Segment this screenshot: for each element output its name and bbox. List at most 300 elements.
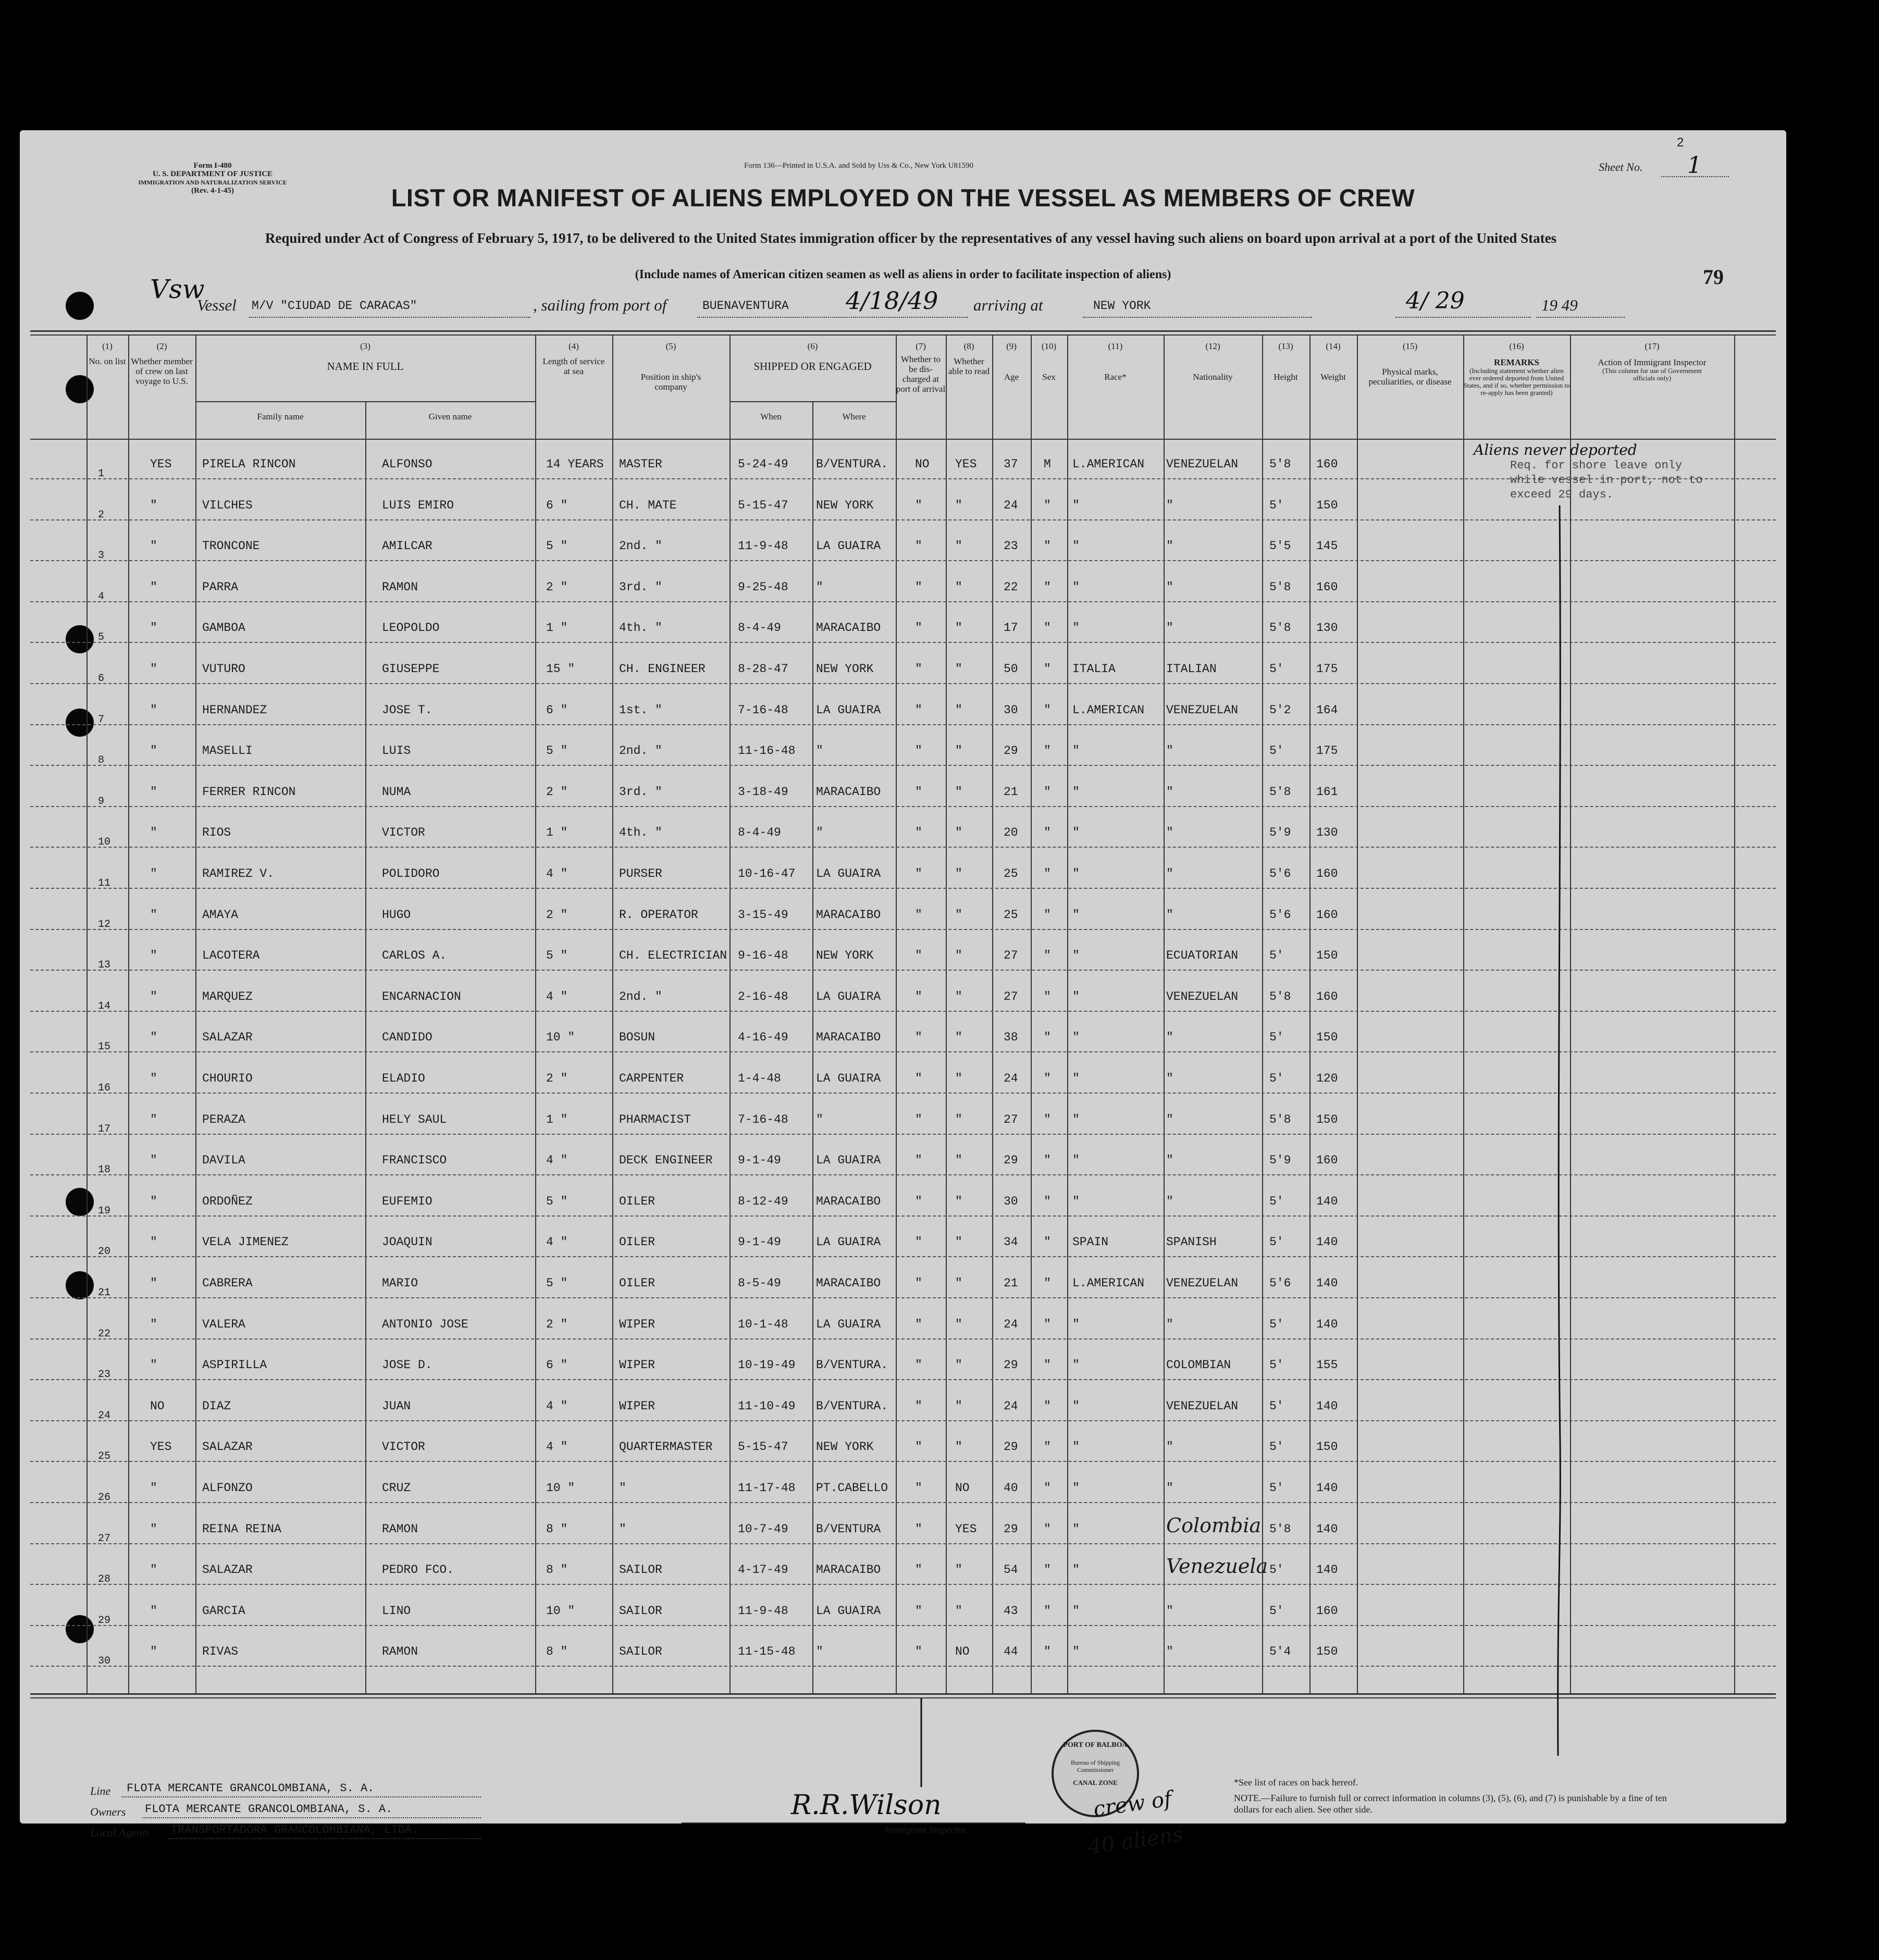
weight: 130 [1316,621,1338,635]
member-last-voyage: " [150,1235,157,1249]
owners-label: Owners [90,1805,126,1818]
punch-hole-7 [66,1615,94,1643]
row-divider [30,1502,1776,1503]
able-to-read: " [955,908,962,922]
row-number: 8 [98,754,105,766]
row-number: 4 [98,591,105,603]
length-of-service: 4 " [546,990,568,1003]
shipped-where: B/VENTURA. [816,1399,888,1413]
nationality: " [1166,785,1173,799]
sex: " [1044,1481,1051,1495]
page-mark: 2 [1677,135,1684,150]
sex: " [1044,744,1051,758]
col4-title: Length of service at sea [542,356,605,376]
given-name: LUIS EMIRO [382,499,454,512]
discharged-flag: " [915,1153,922,1167]
member-last-voyage: " [150,785,157,799]
shipped-where: LA GUAIRA [816,867,881,880]
given-name: FRANCISCO [382,1153,447,1167]
member-last-voyage: " [150,826,157,839]
vessel-label: Vessel [197,296,237,314]
row-divider [30,1584,1776,1585]
shipped-where: MARACAIBO [816,908,881,922]
discharged-flag: " [915,744,922,758]
height: 5'4 [1269,1645,1291,1658]
discharged-flag: " [915,662,922,676]
col8-header [946,341,992,376]
col-divider [86,334,88,1694]
col6-number: (6) [807,341,818,351]
member-last-voyage: YES [150,457,172,471]
col-divider [1262,334,1263,1694]
height: 5'2 [1269,703,1291,717]
able-to-read: " [955,990,962,1003]
race: " [1072,1153,1080,1167]
length-of-service: 6 " [546,703,568,717]
row-divider [30,1093,1776,1094]
discharged-flag: " [915,1604,922,1618]
family-name: DIAZ [202,1399,231,1413]
age: 22 [1004,580,1018,594]
col3-number: (3) [360,341,370,351]
col17-number: (17) [1645,341,1660,351]
arrive-date: 4/ 29 [1406,288,1465,314]
given-name: CARLOS A. [382,949,447,962]
page-title: LIST OR MANIFEST OF ALIENS EMPLOYED ON THE VESSEL AS MEMBERS OF CREW [391,184,1415,212]
height: 5' [1269,1604,1284,1618]
sheet-number-label: Sheet No. [1599,160,1643,173]
able-to-read: NO [955,1645,970,1658]
row-number: 14 [98,1000,111,1012]
position: 2nd. " [619,539,662,553]
sail-date: 4/18/49 [846,287,938,315]
punch-hole-3 [66,625,94,653]
discharged-flag: " [915,949,922,962]
discharged-flag: " [915,1440,922,1454]
given-name: CRUZ [382,1481,411,1495]
row-divider [30,560,1776,561]
length-of-service: 4 " [546,1440,568,1454]
age: 37 [1004,457,1018,471]
col-divider [1570,334,1571,1694]
height: 5' [1269,1195,1284,1208]
length-of-service: 6 " [546,1358,568,1372]
family-name: HERNANDEZ [202,703,267,717]
sex: " [1044,826,1051,839]
age: 24 [1004,1399,1018,1413]
weight: 150 [1316,499,1338,512]
member-last-voyage: " [150,1153,157,1167]
sex: " [1044,1153,1051,1167]
row-number: 3 [98,550,105,562]
length-of-service: 1 " [546,826,568,839]
age: 50 [1004,662,1018,676]
member-last-voyage: " [150,1276,157,1290]
length-of-service: 4 " [546,1399,568,1413]
nationality: " [1166,1440,1173,1454]
discharged-flag: " [915,1031,922,1044]
discharged-flag: " [915,539,922,553]
able-to-read: " [955,1399,962,1413]
age: 30 [1004,1195,1018,1208]
row-number: 12 [98,919,111,931]
race: " [1072,580,1080,594]
row-number: 16 [98,1082,111,1094]
row-divider [30,1666,1776,1667]
member-last-voyage: " [150,1563,157,1577]
row-divider [30,1543,1776,1544]
row-divider [30,1461,1776,1462]
col-divider [535,334,536,1694]
length-of-service: 2 " [546,1072,568,1085]
shipped-when: 5-15-47 [738,1440,788,1454]
row-divider [30,1215,1776,1217]
family-name: RAMIREZ V. [202,867,275,880]
family-name: GARCIA [202,1604,245,1618]
nationality: SPANISH [1166,1235,1217,1249]
shipped-when: 11-9-48 [738,539,788,553]
nationality: " [1166,1153,1173,1167]
col14-title: Weight [1320,372,1346,382]
sex: " [1044,785,1051,799]
table-top-rule [30,330,1776,332]
family-name: MARQUEZ [202,990,253,1003]
family-name: PARRA [202,580,239,594]
race: " [1072,621,1080,635]
col16-header [1463,341,1570,396]
height: 5' [1269,1031,1284,1044]
nationality: " [1166,580,1173,594]
position: OILER [619,1276,656,1290]
agents-value: TRANSPORTADORA GRANCOLOMBIANA, LTDA. [171,1823,419,1837]
row-number: 21 [98,1287,111,1299]
weight: 160 [1316,580,1338,594]
weight: 161 [1316,785,1338,799]
sex: " [1044,1645,1051,1658]
able-to-read: " [955,539,962,553]
row-divider [30,1134,1776,1135]
length-of-service: 8 " [546,1522,568,1536]
position: 1st. " [619,703,662,717]
race: " [1072,1113,1080,1126]
age: 29 [1004,1153,1018,1167]
nationality: " [1166,621,1173,635]
family-name: LACOTERA [202,949,260,962]
shipped-where: MARACAIBO [816,1563,881,1577]
height: 5'6 [1269,1276,1291,1290]
discharged-flag: " [915,1113,922,1126]
age: 40 [1004,1481,1018,1495]
col17-subtitle: (This column for use of Government officials only) [1602,367,1702,382]
race: " [1072,499,1080,512]
height: 5' [1269,1399,1284,1413]
able-to-read: " [955,1604,962,1618]
height: 5' [1269,1358,1284,1372]
member-last-voyage: " [150,1358,157,1372]
line-value: FLOTA MERCANTE GRANCOLOMBIANA, S. A. [127,1782,375,1795]
family-name: VALERA [202,1318,245,1331]
shipped-where: MARACAIBO [816,621,881,635]
col13-number: (13) [1278,341,1293,351]
member-last-voyage: " [150,499,157,512]
nationality: " [1166,499,1173,512]
port-to: NEW YORK [1093,299,1151,313]
row-number: 25 [98,1450,111,1462]
age: 44 [1004,1645,1018,1658]
col1-number: (1) [102,341,113,351]
shipped-when: 1-4-48 [738,1072,781,1085]
given-name: HUGO [382,908,411,922]
shipped-when: 10-7-49 [738,1522,788,1536]
able-to-read: " [955,1153,962,1167]
shipped-where: NEW YORK [816,499,874,512]
col17-header [1570,341,1734,382]
given-name: JOSE T. [382,703,432,717]
weight: 140 [1316,1563,1338,1577]
length-of-service: 1 " [546,1113,568,1126]
vessel-name: M/V "CIUDAD DE CARACAS" [252,299,417,313]
given-name: LEOPOLDO [382,621,440,635]
discharged-flag: " [915,867,922,880]
row-number: 27 [98,1533,111,1545]
shipped-when: 7-16-48 [738,1113,788,1126]
arrive-date-underline [1395,317,1531,318]
agents-label: Local Agents [90,1826,151,1839]
col3-title: NAME IN FULL [327,360,404,373]
height: 5'8 [1269,1113,1291,1126]
row-divider [30,683,1776,684]
family-name: REINA REINA [202,1522,281,1536]
race: L.AMERICAN [1072,1276,1145,1290]
agency-service: IMMIGRATION AND NATURALIZATION SERVICE [138,179,287,186]
height: 5'9 [1269,826,1291,839]
shipped-when: 5-15-47 [738,499,788,512]
able-to-read: " [955,1440,962,1454]
family-name: VILCHES [202,499,253,512]
position: 3rd. " [619,785,662,799]
row-number: 11 [98,877,111,889]
punch-hole-1 [66,292,94,320]
stamp-number: 79 [1703,265,1724,289]
row-number: 23 [98,1369,111,1381]
position: 4th. " [619,826,662,839]
printer-line: Form 136—Printed in U.S.A. and Sold by Uss & Co., New York U81590 [744,162,974,170]
races-note: *See list of races on back hereof. [1234,1777,1358,1788]
col5-header [612,341,730,392]
form-number: Form I-480 [193,162,232,170]
discharged-flag: " [915,908,922,922]
length-of-service: 6 " [546,499,568,512]
race: " [1072,1318,1080,1331]
family-name: PIRELA RINCON [202,457,296,471]
shipped-where: LA GUAIRA [816,990,881,1003]
member-last-voyage: " [150,703,157,717]
nationality: " [1166,1645,1173,1658]
shipped-when: 8-28-47 [738,662,788,676]
row-divider [30,806,1776,807]
able-to-read: " [955,1031,962,1044]
sex: " [1044,1235,1051,1249]
height: 5' [1269,499,1284,512]
race: " [1072,539,1080,553]
row-number: 29 [98,1615,111,1627]
able-to-read: YES [955,457,977,471]
position: DECK ENGINEER [619,1153,713,1167]
col5-title: Position in ship's company [640,372,701,392]
shipped-when: 10-1-48 [738,1318,788,1331]
age: 27 [1004,1113,1018,1126]
col12-header [1164,341,1262,382]
able-to-read: " [955,1318,962,1331]
shipped-where: LA GUAIRA [816,1153,881,1167]
length-of-service: 10 " [546,1604,575,1618]
family-name: SALAZAR [202,1563,253,1577]
member-last-voyage: " [150,1522,157,1536]
position: 3rd. " [619,580,662,594]
race: " [1072,1358,1080,1372]
given-name: POLIDORO [382,867,440,880]
discharged-flag: " [915,1358,922,1372]
col16-number: (16) [1509,341,1524,351]
given-name: JUAN [382,1399,411,1413]
row-divider [30,1174,1776,1175]
able-to-read: " [955,826,962,839]
shipped-when: 4-16-49 [738,1031,788,1044]
given-name: JOSE D. [382,1358,432,1372]
col-divider [1309,334,1311,1694]
member-last-voyage: " [150,744,157,758]
height: 5' [1269,1318,1284,1331]
row-divider [30,1256,1776,1257]
stamp-zone: CANAL ZONE [1073,1779,1118,1787]
col-divider [1067,334,1068,1694]
given-name: CANDIDO [382,1031,432,1044]
length-of-service: 8 " [546,1563,568,1577]
given-name: ELADIO [382,1072,425,1085]
length-of-service: 14 YEARS [546,457,604,471]
col16-title: REMARKS [1494,357,1539,367]
nationality: " [1166,1031,1173,1044]
nationality: VENEZUELAN [1166,1399,1239,1413]
remarks-ditto-line [1552,505,1567,1761]
shipped-when: 11-10-49 [738,1399,796,1413]
height: 5'8 [1269,785,1291,799]
given-name: VICTOR [382,826,425,839]
col2-number: (2) [156,341,167,351]
when-header: When [760,412,782,421]
year: 19 49 [1541,296,1578,314]
row-divider [30,1297,1776,1298]
port-to-underline [1083,317,1312,318]
row-divider [30,929,1776,930]
col15-header [1357,341,1463,387]
shipped-when: 8-12-49 [738,1195,788,1208]
able-to-read: " [955,949,962,962]
weight: 130 [1316,826,1338,839]
age: 43 [1004,1604,1018,1618]
weight: 160 [1316,1604,1338,1618]
race: L.AMERICAN [1072,457,1145,471]
shipped-when: 4-17-49 [738,1563,788,1577]
race: " [1072,1522,1080,1536]
length-of-service: 1 " [546,621,568,635]
shipped-where: NEW YORK [816,662,874,676]
race: L.AMERICAN [1072,703,1145,717]
given-name: LINO [382,1604,411,1618]
able-to-read: YES [955,1522,977,1536]
col1-title: No. on list [89,356,126,366]
age: 29 [1004,744,1018,758]
discharged-flag: NO [915,457,930,471]
given-name: ALFONSO [382,457,432,471]
given-name: ANTONIO JOSE [382,1318,468,1331]
weight: 140 [1316,1318,1338,1331]
family-name: CABRERA [202,1276,253,1290]
height: 5' [1269,662,1284,676]
length-of-service: 5 " [546,1195,568,1208]
manifest-sheet [20,130,1786,1859]
height: 5'6 [1269,908,1291,922]
able-to-read: " [955,703,962,717]
shipped-where: MARACAIBO [816,1276,881,1290]
shipped-where: MARACAIBO [816,1031,881,1044]
col11-number: (11) [1108,341,1123,351]
height: 5'8 [1269,990,1291,1003]
given-name: PEDRO FCO. [382,1563,454,1577]
position: " [619,1481,626,1495]
row-number: 7 [98,714,105,726]
age: 38 [1004,1031,1018,1044]
weight: 150 [1316,949,1338,962]
race: " [1072,908,1080,922]
given-name: LUIS [382,744,411,758]
include-note: (Include names of American citizen seamen as well as aliens in order to facilitate inspection of aliens) [635,268,1171,281]
race: " [1072,990,1080,1003]
weight: 164 [1316,703,1338,717]
shipped-when: 3-18-49 [738,785,788,799]
family-name: TRONCONE [202,539,260,553]
sex: " [1044,1440,1051,1454]
family-name: AMAYA [202,908,239,922]
discharged-flag: " [915,1399,922,1413]
age: 21 [1004,785,1018,799]
shipped-when: 3-15-49 [738,908,788,922]
col12-number: (12) [1205,341,1220,351]
col6-header [730,341,896,371]
member-last-voyage: " [150,1318,157,1331]
height: 5'8 [1269,580,1291,594]
col4-number: (4) [568,341,579,351]
weight: 155 [1316,1358,1338,1372]
nationality: ITALIAN [1166,662,1217,676]
name-subheader-rule [195,401,535,402]
col6-title: SHIPPED OR ENGAGED [753,360,872,373]
race: " [1072,1195,1080,1208]
shipped-where: PT.CABELLO [816,1481,888,1495]
height: 5'5 [1269,539,1291,553]
member-last-voyage: " [150,990,157,1003]
weight: 150 [1316,1645,1338,1658]
remark-line-1: Req. for shore leave only [1510,459,1683,472]
col15-number: (15) [1402,341,1418,351]
row-divider [30,765,1776,766]
position: CH. ELECTRICIAN [619,949,727,962]
position: QUARTERMASTER [619,1440,713,1454]
discharged-flag: " [915,1072,922,1085]
sheet-number: 1 [1687,152,1702,179]
weight: 175 [1316,662,1338,676]
row-number: 2 [98,509,105,521]
